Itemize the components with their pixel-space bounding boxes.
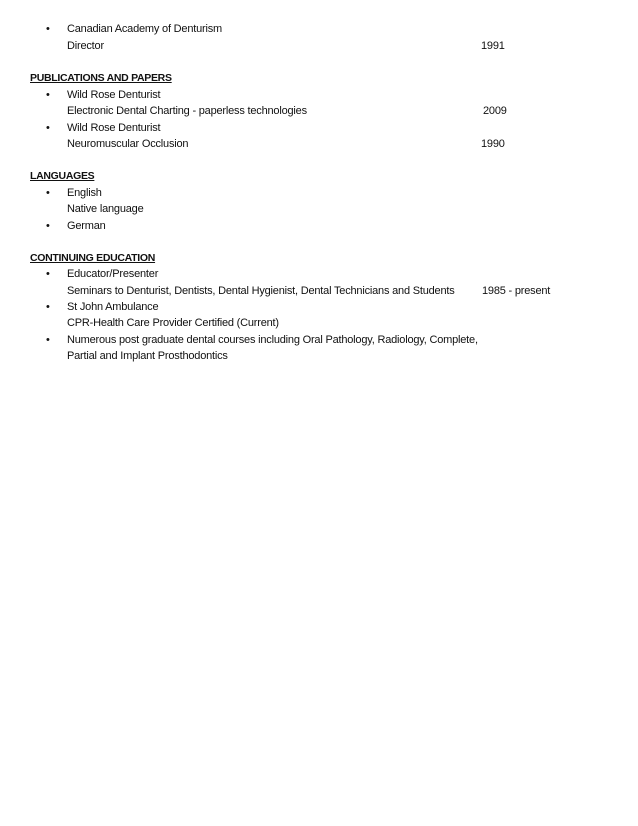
publication-org: Wild Rose Denturist <box>67 122 161 134</box>
languages-heading: LANGUAGES <box>30 170 95 182</box>
education-detail: Partial and Implant Prosthodontics <box>67 350 228 362</box>
org-name: Canadian Academy of Denturism <box>67 23 223 35</box>
education-date: 1985 - present <box>482 285 551 297</box>
bullet-icon: • <box>46 301 50 313</box>
language-entry <box>0 185 638 201</box>
publication-org: Wild Rose Denturist <box>67 89 161 101</box>
language-entry <box>0 218 638 234</box>
language-name: English <box>67 187 102 199</box>
education-title: Numerous post graduate dental courses including Oral Pathology, Radiology, Complete, <box>67 334 478 346</box>
publication-year: 1990 <box>481 138 505 150</box>
education-detail-row <box>0 283 638 299</box>
education-detail: Seminars to Denturist, Dentists, Dental Hygienist, Dental Technicians and Students <box>67 285 455 297</box>
publication-title: Electronic Dental Charting - paperless technologies <box>67 105 307 117</box>
publication-title: Neuromuscular Occlusion <box>67 138 189 150</box>
bullet-icon: • <box>46 23 50 35</box>
publication-entry <box>0 120 638 136</box>
bullet-icon: • <box>46 122 50 134</box>
publication-entry <box>0 87 638 103</box>
publication-year: 2009 <box>483 105 507 117</box>
education-detail-row <box>0 348 638 364</box>
bullet-icon: • <box>46 268 50 280</box>
bullet-icon: • <box>46 220 50 232</box>
language-note-row <box>0 201 638 217</box>
bullet-icon: • <box>46 89 50 101</box>
org-entry <box>0 21 638 37</box>
org-year: 1991 <box>481 40 505 52</box>
org-role-row <box>0 38 638 54</box>
education-detail: CPR-Health Care Provider Certified (Current) <box>67 317 279 329</box>
education-heading: CONTINUING EDUCATION <box>30 252 156 264</box>
bullet-icon: • <box>46 187 50 199</box>
bullet-icon: • <box>46 334 50 346</box>
org-role: Director <box>67 40 104 52</box>
education-title: St John Ambulance <box>67 301 159 313</box>
education-entry <box>0 332 638 348</box>
education-entry <box>0 266 638 282</box>
education-entry <box>0 299 638 315</box>
language-name: German <box>67 220 106 232</box>
language-note: Native language <box>67 203 144 215</box>
publication-title-row <box>0 103 638 119</box>
publication-title-row <box>0 136 638 152</box>
education-detail-row <box>0 315 638 331</box>
education-title: Educator/Presenter <box>67 268 159 280</box>
publications-heading: PUBLICATIONS AND PAPERS <box>30 72 172 84</box>
